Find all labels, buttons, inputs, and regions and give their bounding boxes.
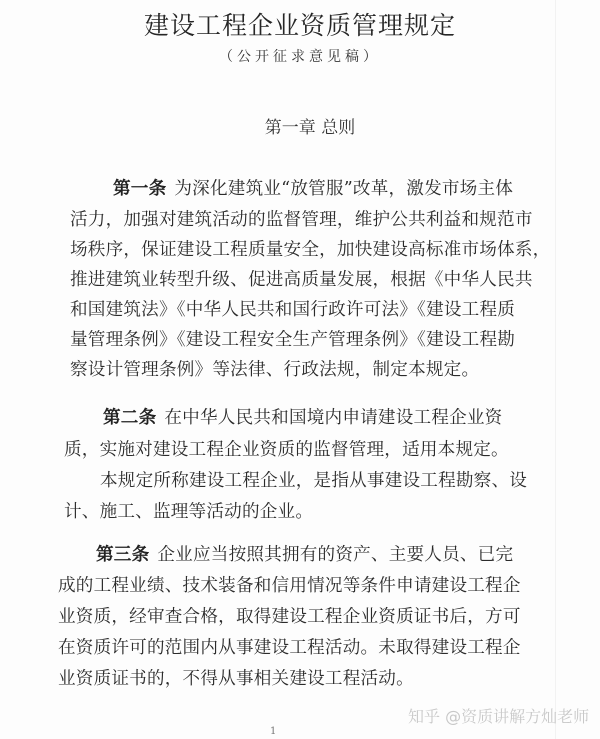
article-3-text: 企业应当按照其拥有的资产、主要人员、已完 (157, 545, 514, 565)
watermark: 知乎 @资质讲解方灿老师 (408, 707, 590, 726)
article-2-line-1 (103, 404, 573, 429)
article-1-line-7: 察设计管理条例》等法律、行政法规，制定本规定。 (70, 360, 480, 380)
article-3-line-1 (96, 541, 566, 566)
article-1-text: 为深化建筑业“放管服”改革，激发市场主体 (174, 179, 514, 199)
article-3-line-5: 业资质证书的，不得从事相关建设工程活动。 (58, 669, 414, 689)
document-subtitle: （公开征求意见稿） (219, 49, 381, 65)
article-1-label: 第一条 (113, 179, 167, 199)
article-2-text: 在中华人民共和国境内申请建设工程企业资 (164, 408, 503, 428)
scan-edge-line (555, 0, 556, 739)
article-1-line-2: 活力，加强对建筑活动的监督管理，维护公共利益和规范市 (70, 210, 533, 230)
article-3-line-2: 成的工程业绩、技术装备和信用情况等条件申请建设工程企 (58, 576, 521, 596)
article-1-line-4: 推进建筑业转型升级、促进高质量发展，根据《中华人民共 (70, 270, 533, 290)
article-2-label: 第二条 (103, 408, 157, 428)
article-3-line-3: 业资质，经审查合格，取得建设工程企业资质证书后，方可 (58, 607, 521, 627)
article-1-line-6: 量管理条例》《建设工程安全生产管理条例》《建设工程勘 (70, 330, 516, 350)
article-3-line-4: 在资质许可的范围内从事建设工程活动。未取得建设工程企 (58, 638, 521, 658)
article-1-line-1 (113, 175, 583, 200)
chapter-heading: 第一章 总则 (264, 118, 356, 138)
article-1-line-5: 和国建筑法》《中华人民共和国行政许可法》《建设工程质 (70, 300, 516, 320)
article-3-label: 第三条 (96, 545, 150, 565)
page-number: 1 (270, 726, 277, 737)
article-2-line-2: 质，实施对建设工程企业资质的监督管理，适用本规定。 (64, 440, 509, 460)
article-2-line-3: 本规定所称建设工程企业，是指从事建设工程勘察、设 (100, 471, 528, 491)
article-1-line-3: 场秩序，保证建设工程质量安全，加快建设高标准市场体系， (70, 240, 551, 260)
article-2-line-4: 计、施工、监理等活动的企业。 (64, 502, 314, 522)
document-title: 建设工程企业资质管理规定 (143, 11, 456, 40)
